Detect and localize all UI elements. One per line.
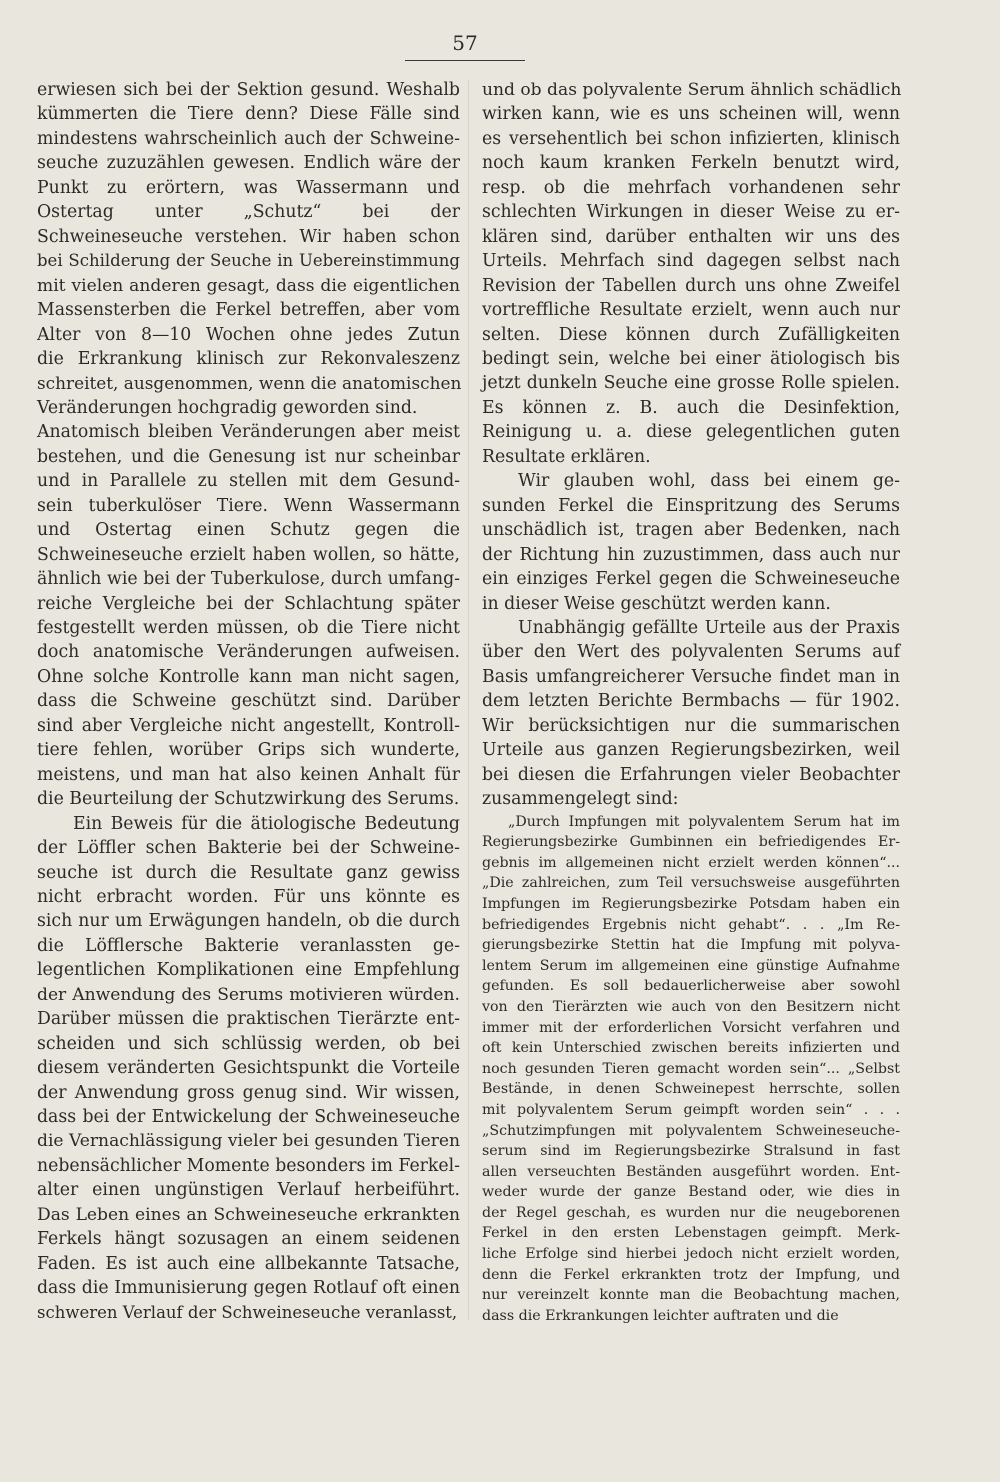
text-line: seuche zuzuzählen gewesen. Endlich wäre der [37,153,460,174]
text-line: nebensächlicher Momente besonders im Ferkel- [37,1155,460,1176]
text-line: der Anwendung des Serums motivieren würden. [37,984,460,1005]
text-line: tiere fehlen, worüber Grips sich wunderte, [37,740,460,761]
text-line: und in Parallele zu stellen mit dem Gesund- [37,471,460,492]
quote-line: gierungsbezirke Stettin hat die Impfung mit polyva- [482,937,900,954]
quote-line: der Regel geschah, es wurden nur die neugeborenen [482,1204,900,1221]
text-line: über den Wert des polyvalenten Serums auf [482,642,900,663]
text-line: die Vernachlässigung vieler bei gesunden Tieren [37,1131,460,1152]
text-line: Revision der Tabellen durch uns ohne Zweifel [482,275,900,296]
quote-line: mit polyvalentem Serum geimpft worden sein“ . . . [482,1101,900,1118]
right-column [482,78,900,1326]
text-line: Resultate erklären. [482,446,651,467]
quote-line: von den Tierärzten wie auch von den Besitzern nicht [482,998,900,1015]
page-number: 57 [452,31,478,55]
text-line: erwiesen sich bei der Sektion gesund. Weshalb [37,80,460,100]
text-line: bedingt sein, welche bei einer ätiologisch bis [482,348,900,369]
quote-line: oft kein Unterschied zwischen bereits infizierten und [482,1040,900,1057]
text-line: festgestellt werden müssen, ob die Tiere nicht [37,617,460,638]
text-line: Ohne solche Kontrolle kann man nicht sagen, [37,666,460,687]
quote-line: „Durch Impfungen mit polyvalentem Serum hat im [508,813,900,830]
text-line: seuche ist durch die Resultate ganz gewiss [37,862,460,883]
text-line: schreitet, ausgenommen, wenn die anatomischen [37,373,462,394]
text-line: ähnlich wie bei der Tuberkulose, durch umfang- [37,569,460,590]
text-line: schlechten Wirkungen in dieser Weise zu er- [482,202,900,223]
text-line: ein einziges Ferkel gegen die Schweineseuche [482,569,900,590]
text-line: der Anwendung gross genug sind. Wir wissen, [37,1082,460,1103]
quote-line: allen verseuchten Beständen ausgeführt worden. Ent- [482,1163,900,1180]
quote-line: lentem Serum im allgemeinen eine günstige Aufnahme [482,957,900,974]
text-line: Das Leben eines an Schweineseuche erkrankten [37,1204,460,1225]
quote-line: serum sind im Regierungsbezirke Stralsund in fast [482,1143,900,1160]
text-line: Ein Beweis für die ätiologische Bedeutung [73,813,460,834]
text-line: Urteils. Mehrfach sind dagegen selbst nach [482,251,900,272]
right-column-body [482,78,900,812]
text-line: meistens, und man hat also keinen Anhalt für [37,764,460,785]
left-column [37,78,460,1325]
text-line: scheiden und sich schlüssig werden, ob bei [37,1033,460,1054]
quote-line: „Schutzimpfungen mit polyvalentem Schweineseuche- [482,1122,900,1139]
text-line: doch anatomische Veränderungen aufweisen. [37,642,460,663]
quote-line: liche Erfolge sind hierbei jedoch nicht erzielt worden, [482,1246,900,1263]
text-line: Massensterben die Ferkel betreffen, aber vom [37,300,460,321]
text-line: unschädlich ist, tragen aber Bedenken, nach [482,520,900,541]
quote-line: Regierungsbezirke Gumbinnen ein befriedigendes Er- [482,834,900,851]
text-line: der Richtung hin zuzustimmen, dass auch nur [482,544,900,565]
text-line: Basis umfangreicherer Versuche findet man in [482,666,900,687]
text-line: es versehentlich bei schon infizierten, klinisch [482,128,900,149]
text-line: schweren Verlauf der Schweineseuche veranlasst, [37,1302,458,1322]
text-line: Wir berücksichtigen nur die summarischen [482,715,900,736]
text-line: und ob das polyvalente Serum ähnlich schädlich [482,80,902,100]
text-line: jetzt dunkeln Seuche eine grosse Rolle spielen. [482,373,900,394]
text-line: die Löfflersche Bakterie veranlassten ge- [37,935,460,956]
quote-line: „Die zahlreichen, zum Teil versuchsweise ausgeführten [482,875,900,892]
quote-line: befriedigendes Ergebnis nicht gehabt“. . . „Im Re- [482,916,900,933]
text-line: sich nur um Erwägungen handeln, ob die durch [37,911,460,932]
text-line: Unabhängig gefällte Urteile aus der Praxis [518,617,900,638]
text-line: Alter von 8—10 Wochen ohne jedes Zutun [37,324,460,345]
quote-line: Bestände, in denen Schweinepest herrschte, sollen [482,1081,900,1098]
text-line: der Löffler schen Bakterie bei der Schweine- [37,838,460,859]
text-line: Schweineseuche verstehen. Wir haben schon [37,226,460,247]
text-line: Urteile aus ganzen Regierungsbezirken, weil [482,740,900,761]
text-line: dass bei der Entwickelung der Schweineseuche [37,1107,460,1128]
text-line: Wir glauben wohl, dass bei einem ge- [518,471,900,492]
text-line: Faden. Es ist auch eine allbekannte Tatsache, [37,1253,460,1274]
text-line: Reinigung u. a. diese gelegentlichen guten [482,422,900,443]
quote-line: gefunden. Es soll bedauerlicherweise aber sowohl [482,978,900,995]
quote-line: weder wurde der ganze Bestand oder, wie dies in [482,1184,900,1201]
text-line: die Erkrankung klinisch zur Rekonvaleszenz [37,348,460,369]
text-line: Es können z. B. auch die Desinfektion, [482,397,900,418]
text-line: diesem veränderten Gesichtspunkt die Vorteile [37,1058,460,1079]
text-line: zusammengelegt sind: [482,789,679,810]
text-line: bestehen, und die Genesung ist nur scheinbar [37,446,460,467]
text-line: sunden Ferkel die Einspritzung des Serums [482,495,900,516]
text-line: alter einen ungünstigen Verlauf herbeiführt. [37,1180,460,1201]
text-line: klären sind, darüber enthalten wir uns des [482,226,900,247]
text-line: die Beurteilung der Schutzwirkung des Serums. [37,789,460,810]
text-line: bei Schilderung der Seuche in Uebereinstimmung [37,251,460,271]
quote-line: Impfungen im Regierungsbezirke Potsdam haben ein [482,895,900,912]
text-line: mindestens wahrscheinlich auch der Schweine- [37,128,460,149]
text-line: Anatomisch bleiben Veränderungen aber meist [37,422,460,443]
text-line: Ostertag unter „Schutz“ bei der [37,202,460,223]
quote-line: noch gesunden Tieren gemacht worden sein“... „Selbst [482,1060,900,1077]
text-line: Darüber müssen die praktischen Tierärzte ent- [37,1009,460,1030]
text-line: dem letzten Berichte Bermbachs — für 1902. [482,691,900,712]
text-line: selten. Diese können durch Zufälligkeiten [482,324,900,345]
text-line: mit vielen anderen gesagt, dass die eigentlichen [37,275,460,296]
text-line: sind aber Vergleiche nicht angestellt, Kontroll- [37,715,460,736]
quote-line: gebnis im allgemeinen nicht erzielt werden können“... [482,854,900,871]
text-line: legentlichen Komplikationen eine Empfehlung [37,960,460,981]
text-line: dass die Schweine geschützt sind. Darüber [37,691,460,712]
text-line: kümmerten die Tiere denn? Diese Fälle sind [37,104,460,125]
text-line: sein tuberkulöser Tiere. Wenn Wassermann [37,495,460,516]
text-line: wirken kann, wie es uns scheinen will, wenn [482,104,900,125]
text-line: in dieser Weise geschützt werden kann. [482,593,831,614]
text-line: nicht erbracht worden. Für uns könnte es [37,886,460,907]
text-line: noch kaum kranken Ferkeln benutzt wird, [482,153,900,174]
text-line: Veränderungen hochgradig geworden sind. [37,397,418,418]
text-line: Schweineseuche erzielt haben wollen, so hätte, [37,544,460,565]
text-line: reiche Vergleiche bei der Schlachtung später [37,593,460,614]
quote-line: immer mit der erforderlichen Vorsicht verfahren und [482,1019,900,1036]
text-line: vortreffliche Resultate erzielt, wenn auch nur [482,300,900,321]
quote-line: denn die Ferkel erkrankten trotz der Impfung, und [482,1266,900,1283]
quote-line: nur vereinzelt konnte man die Beobachtung machen, [482,1287,900,1304]
header-rule [405,60,525,61]
quote-line: Ferkel in den ersten Lebenstagen geimpft. Merk- [482,1225,900,1242]
quote-line: dass die Erkrankungen leichter auftraten und die [482,1307,839,1324]
text-line: bei diesen die Erfahrungen vieler Beobachter [482,764,900,785]
text-line: Punkt zu erörtern, was Wassermann und [37,177,460,198]
column-divider [468,80,469,1320]
text-line: und Ostertag einen Schutz gegen die [37,520,460,541]
text-line: resp. ob die mehrfach vorhandenen sehr [482,177,900,198]
text-line: Ferkels hängt sozusagen an einem seidenen [37,1229,460,1250]
text-line: dass die Immunisierung gegen Rotlauf oft einen [37,1278,460,1299]
block-quote [482,812,900,1327]
